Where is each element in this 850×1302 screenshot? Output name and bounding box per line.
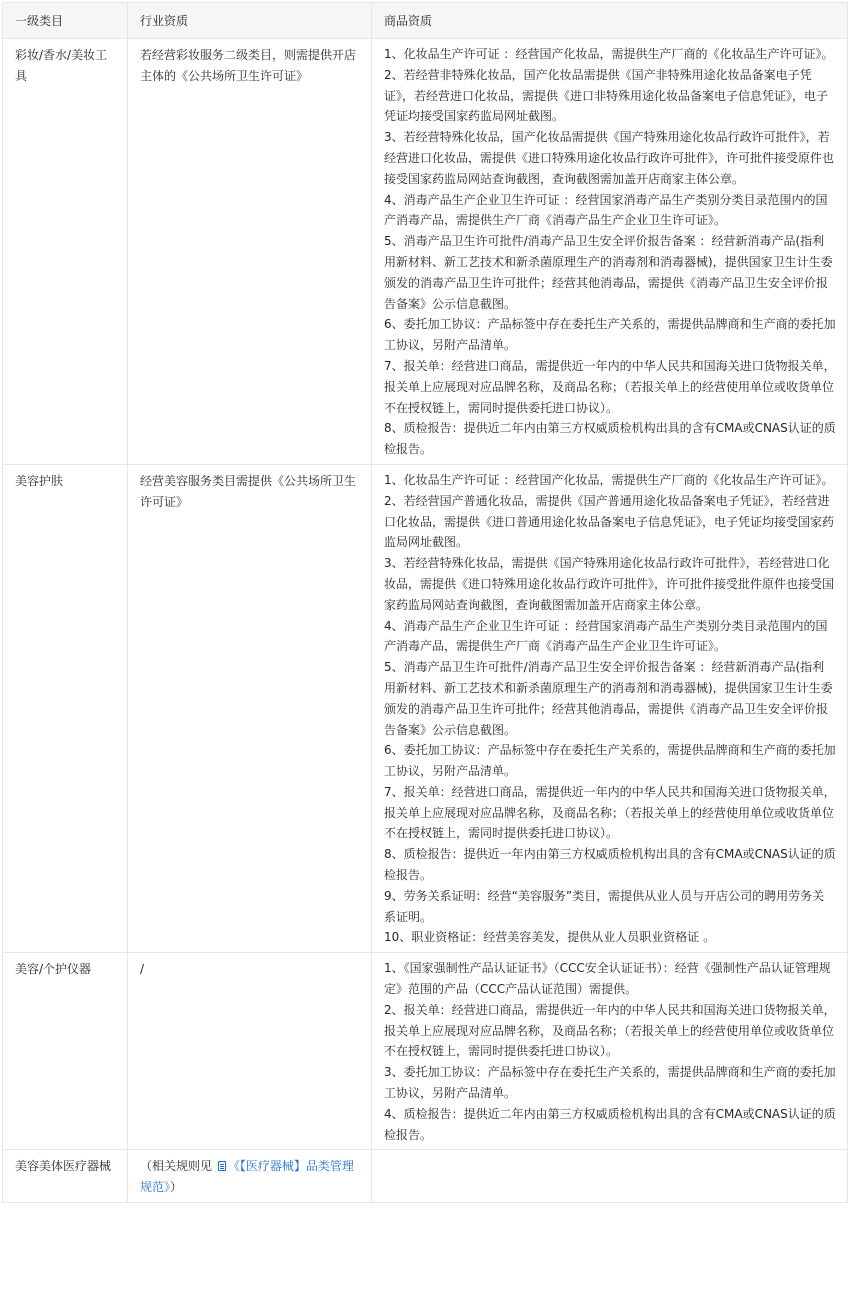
industry-cell	[128, 1150, 372, 1203]
category-cell: 美容/个护仪器	[3, 953, 128, 1150]
product-item: 4、消毒产品生产企业卫生许可证 ：经营国家消毒产品生产类别分类目录范围内的国产消毒产品，需提供生产厂商《消毒产品生产企业卫生许可证》。	[384, 618, 828, 654]
product-item: 3、若经营特殊化妆品，国产化妆品需提供《国产特殊用途化妆品行政许可批件》，若经营进口化妆品，需提供《进口特殊用途化妆品行政许可批件》，许可批件接受原件也接受国家药监局网站查询截图，查询截图需加盖开店商家主体公章。	[384, 130, 835, 186]
product-item: 1、化妆品生产许可证 ：经营国产化妆品，需提供生产厂商的《化妆品生产许可证》。	[384, 47, 834, 61]
product-item: 3、委托加工协议：产品标签中存在委托生产关系的，需提供品牌商和生产商的委托加工协议，另附产品清单。	[384, 1065, 836, 1101]
product-item: 1、化妆品生产许可证 ：经营国产化妆品，需提供生产厂商的《化妆品生产许可证》。	[384, 472, 834, 487]
product-item: 9、劳务关系证明：经营“美容服务”类目，需提供从业人员与开店公司的聘用劳务关系证明。	[384, 888, 825, 924]
industry-cell: /	[128, 953, 372, 1150]
product-item: 6、委托加工协议：产品标签中存在委托生产关系的，需提供品牌商和生产商的委托加工协议，另附产品清单。	[384, 317, 836, 353]
header-category: 一级类目	[3, 3, 128, 39]
product-item: 7、报关单：经营进口商品，需提供近一年内的中华人民共和国海关进口货物报关单，报关单上应展现对应品牌名称，及商品名称；（若报关单上的经营使用单位或收货单位不在授权链上，需同时提供委托进口协议）。	[384, 784, 836, 841]
product-item: 7、报关单：经营进口商品，需提供近一年内的中华人民共和国海关进口货物报关单，报关单上应展现对应品牌名称，及商品名称；（若报关单上的经营使用单位或收货单位不在授权链上，需同时提供委托进口协议）。	[384, 358, 836, 415]
product-item: 2、若经营国产普通化妆品，需提供《国产普通用途化妆品备案电子凭证》，若经营进口化妆品，需提供《进口普通用途化妆品备案电子信息凭证》，电子凭证均接受国家药监局网址截图。	[384, 493, 835, 550]
product-cell	[372, 464, 848, 952]
product-item: 5、消毒产品卫生许可批件/消毒产品卫生安全评价报告备案 ：经营新消毒产品(指利用新材料、新工艺技术和新杀菌原理生产的消毒剂和消毒器械)，提供国家卫生计生委颁发的消毒产品卫生许可批件；经营其他消毒品，需提供《消毒产品卫生安全评价报告备案》公示信息截图。	[384, 234, 833, 311]
product-item: 4、质检报告：提供近二年内由第三方权威质检机构出具的含有CMA或CNAS认证的质检报告。	[384, 1106, 836, 1142]
product-cell	[372, 39, 848, 465]
product-item: 2、报关单：经营进口商品，需提供近一年内的中华人民共和国海关进口货物报关单，报关单上应展现对应品牌名称，及商品名称；（若报关单上的经营使用单位或收货单位不在授权链上，需同时提供委托进口协议）。	[384, 1002, 836, 1059]
document-icon	[218, 1161, 226, 1171]
table-row	[3, 464, 848, 952]
industry-cell: 经营美容服务类目需提供《公共场所卫生许可证》	[128, 464, 372, 952]
medical-device-rules-link-text[interactable]: 《【医疗器械】品类管理规范》	[140, 1159, 354, 1195]
table-row	[3, 1150, 848, 1203]
rule-reference-prefix: （相关规则见	[140, 1159, 216, 1174]
product-item: 4、消毒产品生产企业卫生许可证 ：经营国家消毒产品生产类别分类目录范围内的国产消毒产品，需提供生产厂商《消毒产品生产企业卫生许可证》。	[384, 192, 828, 228]
product-item: 8、质检报告：提供近一年内由第三方权威质检机构出具的含有CMA或CNAS认证的质检报告。	[384, 847, 836, 883]
industry-cell: 若经营彩妆服务二级类目，则需提供开店主体的《公共场所卫生许可证》	[128, 39, 372, 465]
product-item: 10、职业资格证：经营美容美发，提供从业人员职业资格证 。	[384, 930, 716, 945]
category-cell: 彩妆/香水/美妆工具	[3, 39, 128, 465]
rule-reference-suffix: ）	[170, 1180, 183, 1195]
category-cell: 美容美体医疗器械	[3, 1150, 128, 1203]
product-cell	[372, 953, 848, 1150]
product-item: 8、质检报告：提供近二年内由第三方权威质检机构出具的含有CMA或CNAS认证的质检报告。	[384, 421, 836, 457]
product-item: 1、《国家强制性产品认证证书》（CCC安全认证证书）：经营《强制性产品认证管理规定》范围的产品（CCC产品认证范围）需提供。	[384, 961, 831, 997]
header-industry-qualification: 行业资质	[128, 3, 372, 39]
table-row	[3, 953, 848, 1150]
category-cell: 美容护肤	[3, 464, 128, 952]
qualification-table	[2, 2, 848, 1203]
product-item: 5、消毒产品卫生许可批件/消毒产品卫生安全评价报告备案 ：经营新消毒产品(指利用新材料、新工艺技术和新杀菌原理生产的消毒剂和消毒器械)，提供国家卫生计生委颁发的消毒产品卫生许可批件；经营其他消毒品，需提供《消毒产品卫生安全评价报告备案》公示信息截图。	[384, 660, 833, 737]
product-item: 3、若经营特殊化妆品，需提供《国产特殊用途化妆品行政许可批件》，若经营进口化妆品，需提供《进口特殊用途化妆品行政许可批件》，许可批件接受批件原件也接受国家药监局网站查询截图，查询截图需加盖开店商家主体公章。	[384, 556, 835, 612]
product-cell	[372, 1150, 848, 1203]
table-row	[3, 39, 848, 465]
table-header-row	[3, 3, 848, 39]
product-item: 6、委托加工协议：产品标签中存在委托生产关系的，需提供品牌商和生产商的委托加工协议，另附产品清单。	[384, 743, 836, 779]
product-item: 2、若经营非特殊化妆品，国产化妆品需提供《国产非特殊用途化妆品备案电子凭证》，若经营进口化妆品，需提供《进口非特殊用途化妆品备案电子信息凭证》，电子凭证均接受国家药监局网址截图。	[384, 67, 829, 124]
header-product-qualification: 商品资质	[372, 3, 848, 39]
